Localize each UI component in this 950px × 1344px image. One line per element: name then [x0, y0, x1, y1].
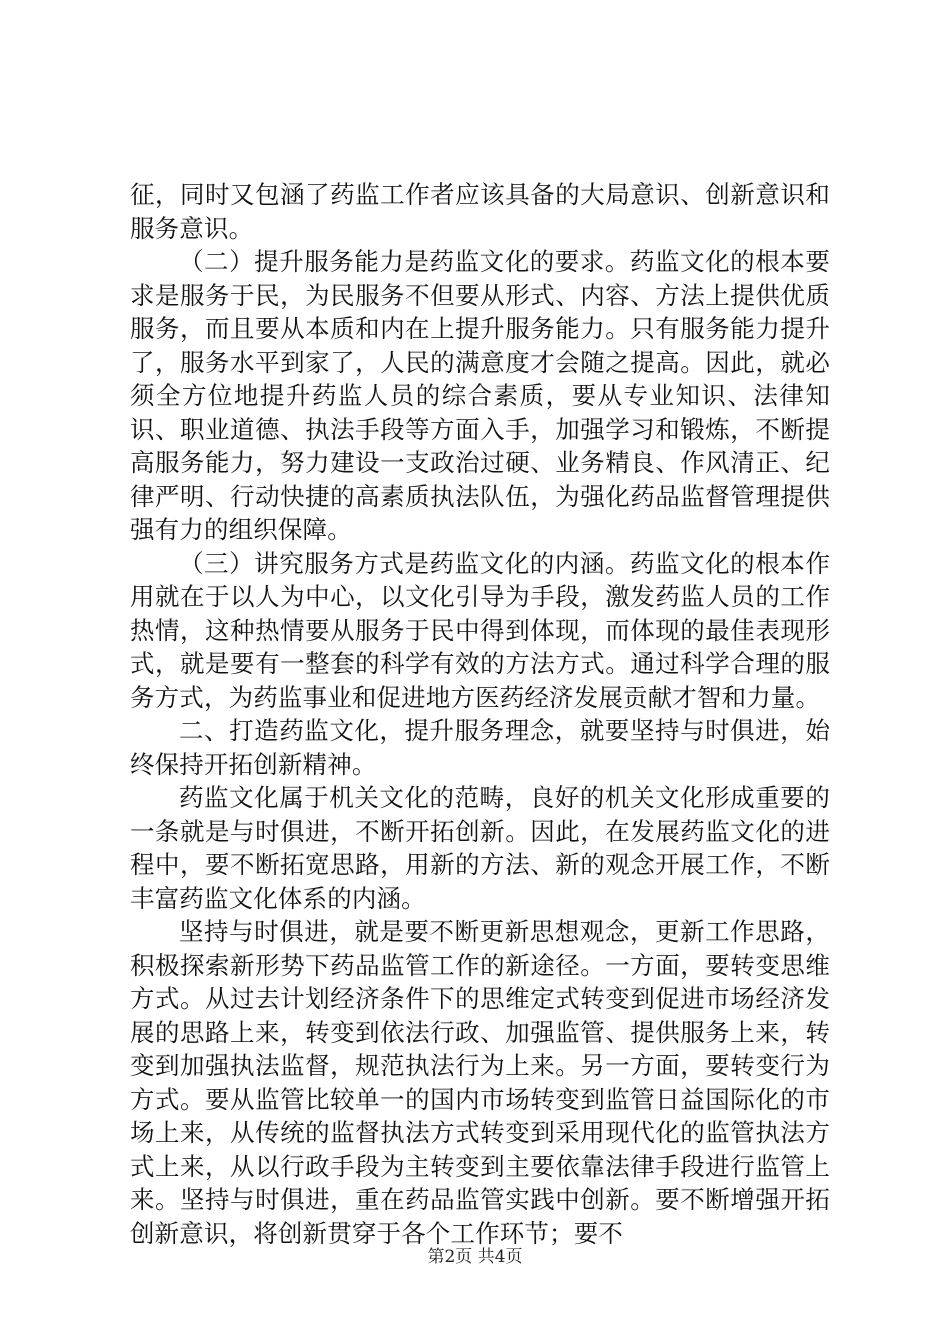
document-body — [130, 178, 830, 1250]
paragraph-continuation: 征，同时又包涵了药监工作者应该具备的大局意识、创新意识和服务意识。 — [130, 180, 830, 243]
page-footer: 第2页 共4页 — [427, 1247, 523, 1267]
section-heading-two: 二、打造药监文化，提升服务理念，就要坚持与时俱进，始终保持开拓创新精神。 — [130, 716, 830, 779]
paragraph-keep-pace: 坚持与时俱进，就是要不断更新思想观念，更新工作思路，积极探索新形势下药品监管工作的新途径。一方面，要转变思维方式。从过去计划经济条件下的思维定式转变到促进市场经济发展的思路上来，转变到依法行政、加强监管、提供服务上来，转变到加强执法监督，规范执法行为上来。另一方面，要转变行为方式。要从监管比较单一的国内市场转变到监管日益国际化的市场上来，从传统的监督执法方式转变到采用现代化的监管执法方式上来，从以行政手段为主转变到主要依靠法律手段进行监管上来。坚持与时俱进，重在药品监管实践中创新。要不断增强开拓创新意识，将创新贯穿于各个工作环节；要不 — [130, 917, 830, 1248]
paragraph-service-method: （三）讲究服务方式是药监文化的内涵。药监文化的根本作用就在于以人为中心，以文化引导为手段，激发药监人员的工作热情，这种热情要从服务于民中得到体现，而体现的最佳表现形式，就是要有一整套的科学有效的方法方式。通过科学合理的服务方式，为药监事业和促进地方医药经济发展贡献才智和力量。 — [130, 548, 830, 712]
paragraph-service-capability: （二）提升服务能力是药监文化的要求。药监文化的根本要求是服务于民，为民服务不但要从形式、内容、方法上提供优质服务，而且要从本质和内在上提升服务能力。只有服务能力提升了，服务水平到家了，人民的满意度才会随之提高。因此，就必须全方位地提升药监人员的综合素质，要从专业知识、法律知识、职业道德、执法手段等方面入手，加强学习和锻炼，不断提高服务能力，努力建设一支政治过硬、业务精良、作风清正、纪律严明、行动快捷的高素质执法队伍，为强化药品监督管理提供强有力的组织保障。 — [130, 247, 830, 544]
paragraph-organ-culture: 药监文化属于机关文化的范畴，良好的机关文化形成重要的一条就是与时俱进，不断开拓创新。因此，在发展药监文化的进程中，要不断拓宽思路，用新的方法、新的观念开展工作，不断丰富药监文化体系的内涵。 — [130, 783, 830, 913]
